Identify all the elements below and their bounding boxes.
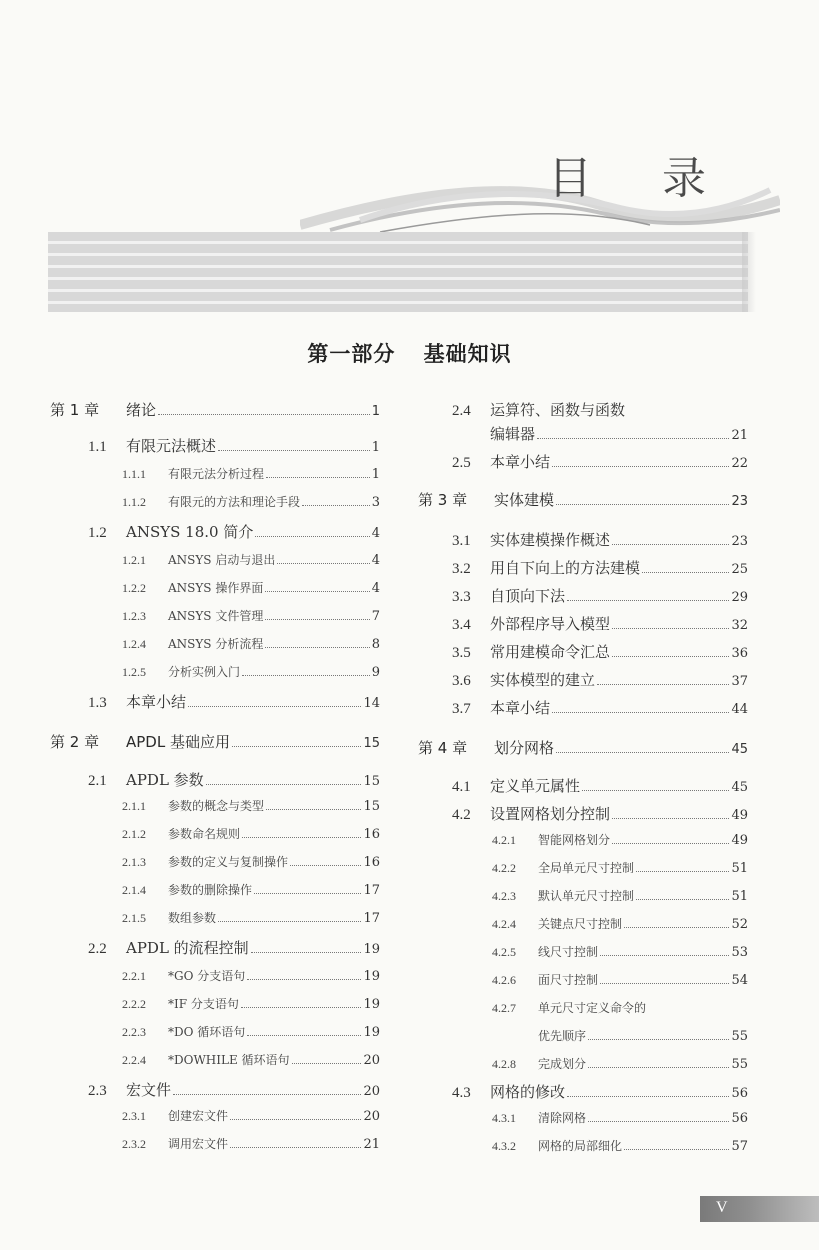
entry-title: *GO 分支语句 <box>168 969 246 983</box>
toc-title: 目 录 <box>548 153 734 204</box>
entry-page: 14 <box>363 696 380 711</box>
entry-title: 实体建模 <box>494 491 555 509</box>
entry-page: 21 <box>363 1137 380 1152</box>
entry-title: 全局单元尺寸控制 <box>538 861 635 875</box>
entry-number: 4.2.6 <box>492 973 516 987</box>
entry-number: 4.3.1 <box>492 1111 516 1125</box>
toc-entry-chapter[interactable] <box>50 399 380 420</box>
entry-title: 优先顺序 <box>538 1029 587 1043</box>
entry-number: 4.2.2 <box>492 861 516 875</box>
entry-page: 20 <box>363 1109 380 1124</box>
toc-entry-sub[interactable] <box>50 1051 380 1068</box>
entry-page: 1 <box>371 404 380 419</box>
entry-number: 2.3.1 <box>122 1109 146 1123</box>
entry-title: 本章小结 <box>490 699 551 717</box>
entry-title: 常用建模命令汇总 <box>490 643 611 661</box>
toc-entry-section[interactable] <box>50 1079 380 1100</box>
entry-title: 实体建模操作概述 <box>490 531 611 549</box>
entry-page: 19 <box>363 1025 380 1040</box>
entry-page: 16 <box>363 855 380 870</box>
toc-entry-section[interactable] <box>418 529 748 550</box>
entry-title: 创建宏文件 <box>168 1109 229 1123</box>
entry-number: 2.2 <box>88 941 107 957</box>
entry-page: 22 <box>731 456 748 471</box>
entry-page: 17 <box>363 883 380 898</box>
entry-title: 有限元法概述 <box>126 437 217 455</box>
entry-title: ANSYS 启动与退出 <box>168 553 276 567</box>
entry-page: 53 <box>731 945 748 960</box>
entry-title: 本章小结 <box>490 453 551 471</box>
part-label: 第一部分 <box>307 342 396 366</box>
dot-leader <box>582 790 729 791</box>
entry-page: 4 <box>371 581 380 596</box>
toc-entry-sub[interactable] <box>50 551 380 568</box>
toc-entry-sub[interactable] <box>418 1027 748 1044</box>
toc-entry-sub[interactable] <box>50 1107 380 1124</box>
toc-entry-section[interactable] <box>418 1081 748 1102</box>
dot-leader <box>624 927 729 928</box>
entry-number: 3.2 <box>452 561 471 577</box>
dot-leader <box>255 536 369 537</box>
entry-title: 自顶向下法 <box>490 587 566 605</box>
entry-number: 1.2.5 <box>122 665 146 679</box>
entry-page: 32 <box>731 618 748 633</box>
toc-entry-sub[interactable] <box>418 859 748 876</box>
dot-leader <box>556 504 729 505</box>
toc-entry-sub[interactable] <box>418 915 748 932</box>
entry-page: 49 <box>731 808 748 823</box>
entry-number: 2.1 <box>88 773 107 789</box>
part-heading <box>0 338 819 368</box>
toc-entry-section[interactable] <box>50 521 380 542</box>
toc-entry-chapter[interactable] <box>418 737 748 758</box>
dot-leader <box>247 979 361 980</box>
entry-number: 第 1 章 <box>50 401 100 419</box>
entry-page: 4 <box>371 526 380 541</box>
dot-leader <box>218 921 361 922</box>
entry-page: 8 <box>371 637 380 652</box>
entry-title: 智能网格划分 <box>538 833 611 847</box>
toc-entry-section[interactable] <box>418 423 748 444</box>
dot-leader <box>265 591 369 592</box>
entry-page: 49 <box>731 833 748 848</box>
entry-page: 1 <box>371 467 380 482</box>
entry-title: 运算符、函数与函数 <box>490 401 626 419</box>
entry-number: 2.2.2 <box>122 997 146 1011</box>
dot-leader <box>636 899 729 900</box>
entry-number: 2.2.1 <box>122 969 146 983</box>
entry-page: 55 <box>731 1029 748 1044</box>
entry-title: 宏文件 <box>126 1081 172 1099</box>
dot-leader <box>612 544 729 545</box>
toc-entry-section[interactable] <box>50 769 380 790</box>
entry-title: APDL 参数 <box>126 771 204 789</box>
dot-leader <box>265 619 369 620</box>
entry-number: 3.6 <box>452 673 471 689</box>
entry-page: 56 <box>731 1111 748 1126</box>
toc-entry-sub[interactable] <box>50 635 380 652</box>
toc-entry-section[interactable] <box>50 937 380 958</box>
entry-title: 本章小结 <box>126 693 187 711</box>
toc-entry-section[interactable] <box>418 613 748 634</box>
dot-leader <box>218 450 370 451</box>
entry-number: 3.4 <box>452 617 471 633</box>
entry-page: 16 <box>363 827 380 842</box>
entry-title: 绪论 <box>126 401 157 419</box>
entry-number: 1.2.1 <box>122 553 146 567</box>
dot-leader <box>567 1096 729 1097</box>
entry-title: 参数的删除操作 <box>168 883 253 897</box>
entry-number: 3.3 <box>452 589 471 605</box>
entry-title: APDL 基础应用 <box>126 733 230 751</box>
entry-title: ANSYS 文件管理 <box>168 609 264 623</box>
dot-leader <box>612 628 729 629</box>
entry-title: 单元尺寸定义命令的 <box>538 1001 647 1015</box>
entry-page: 37 <box>731 674 748 689</box>
entry-number: 4.2.5 <box>492 945 516 959</box>
dot-leader <box>242 675 370 676</box>
entry-title: 分析实例入门 <box>168 665 241 679</box>
dot-leader <box>251 952 362 953</box>
entry-title: ANSYS 分析流程 <box>168 637 264 651</box>
entry-title: 网格的修改 <box>490 1083 566 1101</box>
entry-page: 57 <box>731 1139 748 1154</box>
toc-entry-sub[interactable] <box>418 1109 748 1126</box>
entry-number: 4.3 <box>452 1085 471 1101</box>
entry-page: 23 <box>731 494 748 509</box>
dot-leader <box>242 837 361 838</box>
entry-page: 1 <box>371 440 380 455</box>
dot-leader <box>588 1121 729 1122</box>
dot-leader <box>206 784 362 785</box>
dot-leader <box>254 893 361 894</box>
entry-page: 4 <box>371 553 380 568</box>
entry-number: 1.3 <box>88 695 107 711</box>
dot-leader <box>642 572 729 573</box>
entry-number: 1.2.2 <box>122 581 146 595</box>
dot-leader <box>600 955 729 956</box>
toc-entry-sub[interactable] <box>50 493 380 510</box>
entry-title: 实体模型的建立 <box>490 671 596 689</box>
entry-number: 4.2 <box>452 807 471 823</box>
entry-number: 第 4 章 <box>418 739 468 757</box>
dot-leader <box>552 466 729 467</box>
toc-entry-sub[interactable] <box>418 943 748 960</box>
entry-number: 1.1.1 <box>122 467 146 481</box>
entry-number: 4.2.7 <box>492 1001 516 1015</box>
entry-page: 3 <box>371 495 380 510</box>
entry-page: 56 <box>731 1086 748 1101</box>
entry-number: 1.1 <box>88 439 107 455</box>
toc-entry-sub[interactable] <box>418 1137 748 1154</box>
entry-number: 第 2 章 <box>50 733 100 751</box>
dot-leader <box>232 746 361 747</box>
toc-entry-sub[interactable] <box>50 579 380 596</box>
entry-page: 7 <box>371 609 380 624</box>
entry-title: 默认单元尺寸控制 <box>538 889 635 903</box>
entry-number: 4.2.3 <box>492 889 516 903</box>
toc-entry-section[interactable] <box>418 669 748 690</box>
toc-entry-section[interactable] <box>418 557 748 578</box>
toc-entry-section[interactable] <box>418 641 748 662</box>
toc-entry-section[interactable] <box>418 399 748 420</box>
toc-entry-section[interactable] <box>418 697 748 718</box>
toc-entry-sub[interactable] <box>50 465 380 482</box>
entry-number: 1.2.4 <box>122 637 146 651</box>
dot-leader <box>600 983 729 984</box>
toc-entry-sub[interactable] <box>50 607 380 624</box>
entry-number: 4.1 <box>452 779 471 795</box>
toc-entry-sub[interactable] <box>50 797 380 814</box>
dot-leader <box>266 809 361 810</box>
dot-leader <box>241 1007 362 1008</box>
entry-page: 52 <box>731 917 748 932</box>
dot-leader <box>597 684 729 685</box>
entry-page: 9 <box>371 665 380 680</box>
entry-number: 2.2.3 <box>122 1025 146 1039</box>
entry-title: *DOWHILE 循环语句 <box>168 1053 290 1067</box>
entry-page: 25 <box>731 562 748 577</box>
entry-title: 外部程序导入模型 <box>490 615 611 633</box>
dot-leader <box>277 563 369 564</box>
dot-leader <box>230 1147 361 1148</box>
toc-entry-sub[interactable] <box>50 853 380 870</box>
page-number-badge <box>700 1196 819 1222</box>
entry-title: 数组参数 <box>168 911 217 925</box>
dot-leader <box>624 1149 729 1150</box>
dot-leader <box>230 1119 361 1120</box>
entry-number: 2.3.2 <box>122 1137 146 1151</box>
dot-leader <box>290 865 361 866</box>
entry-number: 2.1.5 <box>122 911 146 925</box>
entry-page: 29 <box>731 590 748 605</box>
entry-title: 有限元法分析过程 <box>168 467 265 481</box>
entry-number: 2.1.2 <box>122 827 146 841</box>
entry-title: 网格的局部细化 <box>538 1139 623 1153</box>
entry-title: APDL 的流程控制 <box>126 939 249 957</box>
entry-page: 51 <box>731 861 748 876</box>
dot-leader <box>292 1063 362 1064</box>
entry-page: 15 <box>363 736 380 751</box>
toc-entry-sub[interactable] <box>50 663 380 680</box>
entry-number: 2.4 <box>452 403 471 419</box>
entry-title: 有限元的方法和理论手段 <box>168 495 301 509</box>
entry-title: ANSYS 操作界面 <box>168 581 264 595</box>
dot-leader <box>266 477 370 478</box>
entry-title: 编辑器 <box>490 425 536 443</box>
entry-page: 23 <box>731 534 748 549</box>
toc-entry-sub[interactable] <box>50 909 380 926</box>
decorative-band <box>48 232 748 312</box>
toc-entry-section[interactable] <box>418 775 748 796</box>
toc-entry-sub[interactable] <box>50 995 380 1012</box>
entry-title: 线尺寸控制 <box>538 945 599 959</box>
entry-number: 3.1 <box>452 533 471 549</box>
dot-leader <box>556 752 729 753</box>
dot-leader <box>588 1039 729 1040</box>
entry-title: *IF 分支语句 <box>168 997 239 1011</box>
entry-number: 第 3 章 <box>418 491 468 509</box>
dot-leader <box>158 414 370 415</box>
entry-title: 设置网格划分控制 <box>490 805 611 823</box>
dot-leader <box>537 438 729 439</box>
entry-number: 2.2.4 <box>122 1053 146 1067</box>
toc-entry-sub[interactable] <box>418 887 748 904</box>
toc-entry-sub[interactable] <box>50 967 380 984</box>
entry-number: 2.1.1 <box>122 799 146 813</box>
part-name: 基础知识 <box>423 342 512 366</box>
entry-title: 参数命名规则 <box>168 827 241 841</box>
toc-entry-chapter[interactable] <box>50 731 380 752</box>
toc-entry-sub[interactable] <box>50 1135 380 1152</box>
entry-page: 21 <box>731 428 748 443</box>
entry-page: 55 <box>731 1057 748 1072</box>
entry-title: 定义单元属性 <box>490 777 581 795</box>
toc-entry-section[interactable] <box>418 585 748 606</box>
entry-number: 1.2.3 <box>122 609 146 623</box>
dot-leader <box>302 505 370 506</box>
entry-title: 关键点尺寸控制 <box>538 917 623 931</box>
entry-page: 44 <box>731 702 748 717</box>
toc-entry-sub[interactable] <box>418 1055 748 1072</box>
entry-page: 15 <box>363 799 380 814</box>
entry-number: 1.1.2 <box>122 495 146 509</box>
page-number: V <box>716 1199 728 1216</box>
entry-page: 51 <box>731 889 748 904</box>
dot-leader <box>612 656 729 657</box>
entry-number: 4.2.1 <box>492 833 516 847</box>
toc-entry-sub[interactable] <box>418 999 748 1016</box>
entry-page: 45 <box>731 742 748 757</box>
entry-title: 面尺寸控制 <box>538 973 599 987</box>
entry-page: 45 <box>731 780 748 795</box>
toc-entry-section[interactable] <box>418 803 748 824</box>
toc-entry-sub[interactable] <box>50 825 380 842</box>
dot-leader <box>552 712 729 713</box>
entry-title: 用自下向上的方法建模 <box>490 559 641 577</box>
entry-title: 参数的定义与复制操作 <box>168 855 289 869</box>
entry-page: 54 <box>731 973 748 988</box>
entry-page: 19 <box>363 942 380 957</box>
dot-leader <box>636 871 729 872</box>
entry-number: 4.2.8 <box>492 1057 516 1071</box>
entry-page: 15 <box>363 774 380 789</box>
entry-page: 20 <box>363 1053 380 1068</box>
toc-entry-sub[interactable] <box>418 971 748 988</box>
toc-entry-section[interactable] <box>418 451 748 472</box>
entry-title: *DO 循环语句 <box>168 1025 246 1039</box>
toc-entry-sub[interactable] <box>418 831 748 848</box>
dot-leader <box>612 843 729 844</box>
entry-title: 划分网格 <box>494 739 555 757</box>
entry-number: 2.1.3 <box>122 855 146 869</box>
entry-number: 1.2 <box>88 525 107 541</box>
dot-leader <box>265 647 369 648</box>
entry-number: 2.5 <box>452 455 471 471</box>
entry-title: 调用宏文件 <box>168 1137 229 1151</box>
toc-entry-sub[interactable] <box>50 881 380 898</box>
entry-number: 2.1.4 <box>122 883 146 897</box>
dot-leader <box>173 1094 361 1095</box>
toc-entry-section[interactable] <box>50 691 380 712</box>
toc-entry-section[interactable] <box>50 435 380 456</box>
entry-page: 19 <box>363 969 380 984</box>
entry-title: 参数的概念与类型 <box>168 799 265 813</box>
entry-title: ANSYS 18.0 简介 <box>126 523 254 541</box>
entry-page: 20 <box>363 1084 380 1099</box>
dot-leader <box>188 706 361 707</box>
entry-number: 3.7 <box>452 701 471 717</box>
entry-number: 3.5 <box>452 645 471 661</box>
entry-number: 2.3 <box>88 1083 107 1099</box>
entry-title: 清除网格 <box>538 1111 587 1125</box>
dot-leader <box>612 818 729 819</box>
toc-entry-chapter[interactable] <box>418 489 748 510</box>
toc-entry-sub[interactable] <box>50 1023 380 1040</box>
entry-number: 4.3.2 <box>492 1139 516 1153</box>
entry-page: 19 <box>363 997 380 1012</box>
dot-leader <box>247 1035 361 1036</box>
dot-leader <box>567 600 729 601</box>
dot-leader <box>588 1067 729 1068</box>
entry-number: 4.2.4 <box>492 917 516 931</box>
entry-page: 17 <box>363 911 380 926</box>
entry-page: 36 <box>731 646 748 661</box>
entry-title: 完成划分 <box>538 1057 587 1071</box>
